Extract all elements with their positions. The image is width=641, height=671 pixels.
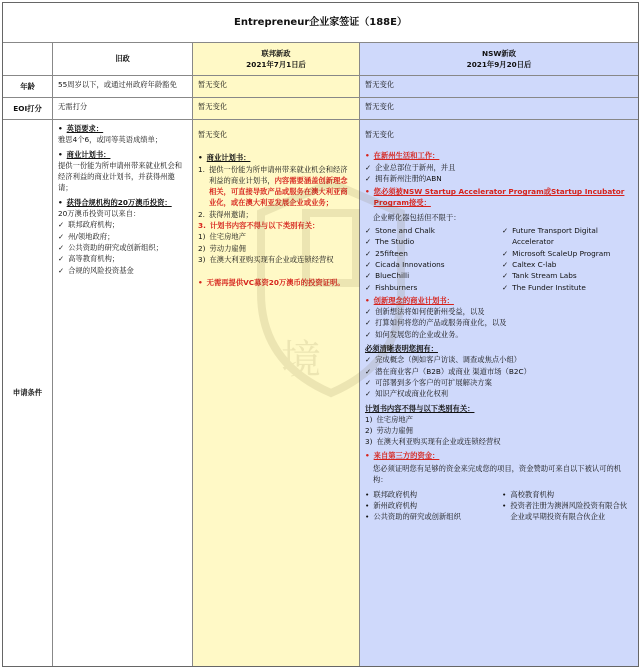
- list-item: • 新州政府机构: [365, 500, 418, 510]
- list-item: • 联邦政府机构: [365, 489, 418, 499]
- list-item: ✓ Cicada Innovations: [365, 259, 445, 269]
- list-item: • 高校教育机构: [502, 489, 555, 499]
- list-item: ✓ Microsoft ScaleUp Program: [502, 248, 611, 258]
- federal-sub-1: 1) 住宅房地产: [198, 232, 246, 242]
- list-item: ✓ 高等教育机构；: [58, 254, 120, 264]
- conditions-nsw: [360, 120, 638, 666]
- header-federal-title: 联邦新政: [261, 48, 291, 58]
- incubator-list: [365, 225, 633, 293]
- list-item: • 投资者注册为澳洲风险投资有限合伙企业或早期投资有限合伙企业: [502, 500, 628, 522]
- federal-no-change: 暂无变化: [198, 130, 228, 139]
- nsw-accelerator-heading: • 您必须被NSW Startup Accelerator Program或Startup Incubator Program接受：: [365, 187, 625, 208]
- list-item: ✓ 如何发展您的企业或业务。: [365, 329, 463, 339]
- eoi-federal: 暂无变化: [193, 98, 360, 120]
- list-item: ✓ 25fifteen: [365, 248, 408, 258]
- fund-heading: • 获得合规机构的20万澳币投资：: [58, 197, 172, 207]
- table-title: Entrepreneur企业家签证（188E）: [3, 3, 638, 43]
- federal-note: • 无需再提供VC募资20万澳币的投资证明。: [198, 278, 345, 288]
- list-item: ✓ 创新想法将如何使新州受益，以及: [365, 307, 485, 317]
- list-item: 3) 在澳大利亚购买现有企业或连锁经营权: [365, 437, 501, 447]
- eoi-nsw: 暂无变化: [360, 98, 638, 120]
- list-item: ✓ 知识产权或商业化权利: [365, 389, 449, 399]
- list-item: ✓ 完成概念（例如客户访谈、调查或焦点小组）: [365, 355, 522, 365]
- list-item: ✓ 州/领地政府；: [58, 231, 115, 241]
- nsw-life-heading: • 在新州生活和工作：: [365, 151, 440, 161]
- header-nsw-title: NSW新政: [481, 48, 516, 58]
- header-blank: [3, 43, 53, 76]
- list-item: • 公共资助的研究或创新组织: [365, 512, 461, 522]
- federal-item-3: 3. 计划书内容不得与以下类别有关：: [198, 221, 320, 231]
- header-old-label: 旧政: [115, 54, 130, 64]
- federal-plan-heading: • 商业计划书：: [198, 153, 251, 163]
- fund-sources-list: [365, 489, 633, 523]
- header-old: [53, 43, 193, 76]
- fund-text: 20万澳币投资可以来自：: [58, 209, 141, 219]
- header-federal-date: 2021年7月1日后: [246, 60, 306, 69]
- row-label-eoi: EOI打分: [3, 98, 53, 120]
- list-item: ✓ BlueChilli: [365, 271, 410, 281]
- row-label-age: 年龄: [3, 76, 53, 98]
- nsw-fund-heading: • 来自第三方的资金：: [365, 450, 440, 460]
- list-item: ✓ 联邦政府机构；: [58, 220, 120, 230]
- list-item: ✓ Tank Stream Labs: [502, 271, 577, 281]
- list-item: ✓ Future Transport Digital Accelerator: [502, 226, 598, 247]
- list-item: ✓ 企业总部位于新州，并且: [365, 162, 456, 172]
- list-item: ✓ Caltex C-lab: [502, 259, 557, 269]
- list-item: ✓ 公共资助的研究或创新组织；: [58, 242, 163, 252]
- nsw-plan-heading: • 创新理念的商业计划书：: [365, 295, 454, 305]
- nsw-exclude-heading: 计划书内容不得与以下类别有关：: [365, 403, 475, 413]
- age-nsw: 暂无变化: [360, 76, 638, 98]
- plan-heading: • 商业计划书：: [58, 149, 111, 159]
- federal-sub-2: 2) 劳动力雇佣: [198, 243, 246, 253]
- list-item: ✓ 合规的风险投资基金: [58, 265, 134, 275]
- row-label-conditions: 申请条件: [3, 120, 53, 666]
- english-heading: • 英语要求：: [58, 124, 104, 133]
- federal-sub-3: 3) 在澳大利亚购买现有企业或连锁经营权: [198, 254, 334, 264]
- conditions-old: [53, 120, 193, 666]
- list-item: 1) 住宅房地产: [365, 414, 413, 424]
- header-nsw-date: 2021年9月20日后: [466, 60, 532, 69]
- plan-text: 提供一份能为所申请州带来就业机会和经济利益的商业计划书，并获得州邀请；: [58, 160, 183, 193]
- list-item: 2) 劳动力雇佣: [365, 426, 413, 436]
- list-item: ✓ The Studio: [365, 237, 415, 247]
- list-item: ✓ The Funder Institute: [502, 282, 586, 292]
- nsw-no-change: 暂无变化: [365, 130, 395, 139]
- list-item: ✓ 可部署到多个客户的可扩展解决方案: [365, 377, 492, 387]
- age-old: 55周岁以下，或通过州政府年龄豁免: [53, 76, 193, 98]
- conditions-federal: [193, 120, 360, 666]
- english-text: 雅思4个6，或同等英语成绩单；: [58, 135, 163, 145]
- list-item: ✓ Fishburners: [365, 282, 418, 292]
- incubator-intro: 企业孵化器包括但不限于：: [373, 212, 461, 222]
- federal-item-1: 1. 提供一份能为所申请州带来就业机会和经济利益的商业计划书，内容需要涵盖创新理念相关，可直接导致产品或服务在澳大利亚商业化，或在澳大利亚发展企业或业务；: [198, 164, 348, 208]
- nsw-prove-heading: 必须清晰表明您拥有：: [365, 344, 438, 354]
- list-item: ✓ 潜在商业客户（B2B）或商业 渠道市场（B2C）: [365, 366, 531, 376]
- visa-comparison-table: [2, 2, 639, 667]
- nsw-fund-text: 您必须证明您有足够的资金来完成您的项目，资金赞助可来自以下被认可的机构：: [373, 464, 622, 485]
- federal-item-2: 2. 获得州邀请；: [198, 209, 253, 219]
- eoi-old: 无需打分: [53, 98, 193, 120]
- header-nsw: [360, 43, 638, 76]
- list-item: ✓ Stone and Chalk: [365, 226, 436, 236]
- list-item: ✓ 打算如何将您的产品或服务商业化，以及: [365, 318, 507, 328]
- list-item: ✓ 拥有新州注册的ABN: [365, 173, 442, 183]
- age-federal: 暂无变化: [193, 76, 360, 98]
- header-federal: [193, 43, 360, 76]
